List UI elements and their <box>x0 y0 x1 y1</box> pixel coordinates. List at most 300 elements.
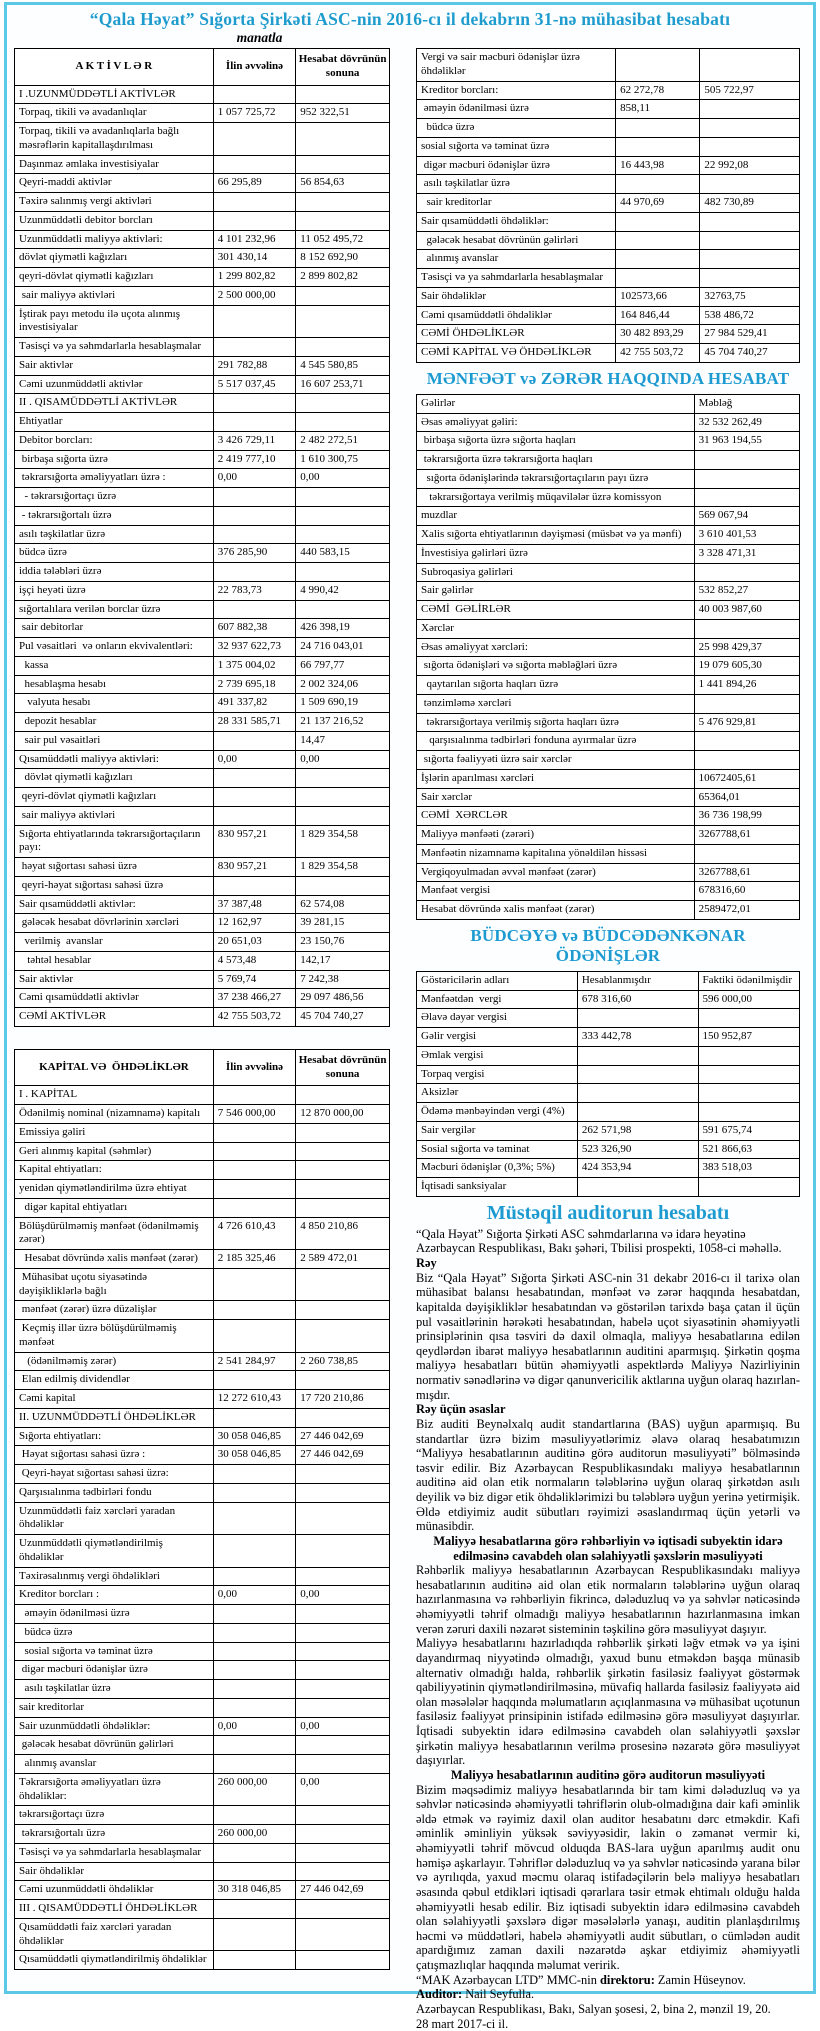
table-row <box>15 1586 390 1605</box>
table-cell: 532 852,27 <box>694 582 799 601</box>
table-row <box>417 137 800 156</box>
table-cell <box>296 1661 390 1680</box>
table-cell: 21 137 216,52 <box>296 713 390 732</box>
table-row <box>15 638 390 657</box>
table-row <box>417 212 800 231</box>
budget-heading: BÜDCƏYƏ və BÜDCƏDƏNKƏNAR ÖDƏNİŞLƏR <box>416 926 800 966</box>
table-cell <box>296 600 390 619</box>
table-cell: Uzunmüddətli maliyyə aktivləri: <box>15 230 214 249</box>
table-cell: 2589472,01 <box>694 901 799 920</box>
table-cell <box>296 1123 390 1142</box>
table-cell: Təsisçi və ya səhmdarlarla hesablaşmalar <box>15 1843 214 1862</box>
table-row <box>417 601 800 620</box>
table-row <box>15 394 390 413</box>
table-cell <box>213 1086 296 1105</box>
table-cell: 301 430,14 <box>213 249 296 268</box>
table-cell: 19 079 605,30 <box>694 657 799 676</box>
table-cell: 2 500 000,00 <box>213 286 296 305</box>
table-cell <box>296 1086 390 1105</box>
table-cell <box>213 806 296 825</box>
table-row <box>417 807 800 826</box>
table-cell <box>213 1918 296 1951</box>
table-row <box>417 81 800 100</box>
table-row <box>15 525 390 544</box>
signature-label: Auditor: <box>416 1987 462 2001</box>
table-cell <box>616 231 700 250</box>
table-cell: 20 651,03 <box>213 933 296 952</box>
table-cell <box>296 806 390 825</box>
table-cell: sığorta ödənişləri və sığorta məbləğləri üzrə <box>417 657 695 676</box>
table-cell: sair kreditorlar <box>417 194 616 213</box>
table-cell: tənzimləmə xərcləri <box>417 694 695 713</box>
table-cell <box>213 1951 296 1970</box>
table-cell: - təkrarsığortaçı üzrə <box>15 488 214 507</box>
table-cell: Sair xərclər <box>417 788 695 807</box>
table-cell: 42 755 503,72 <box>213 1008 296 1027</box>
table-cell: 858,11 <box>616 100 700 119</box>
table-row <box>15 769 390 788</box>
table-row <box>15 488 390 507</box>
table-cell: 1 610 300,75 <box>296 450 390 469</box>
table-cell: dövlət qiymətli kağızları <box>15 769 214 788</box>
table-row <box>417 826 800 845</box>
table-cell: Uzunmüddətli debitor borcları <box>15 211 214 230</box>
spacer <box>14 1027 390 1049</box>
table-row <box>417 1084 800 1103</box>
table-cell: Qısamüddətli maliyyə aktivləri: <box>15 750 214 769</box>
table-row <box>15 694 390 713</box>
table-row <box>15 1142 390 1161</box>
table-row <box>15 1755 390 1774</box>
table-row <box>15 85 390 104</box>
auditor-paragraph: Biz “Qala Həyat” Sığorta Şirkəti ASC-nin 31 dekabr 2016-cı il tarixə olan mühasibat balansı hesabatından, mənfəət və zərər haqqında hesabatdan, kapitalda dəyişikliklər hesabatından və göstərilən tarixdə başa çatan il üçün pul vəsaitlərinin hərəkəti hesabatından, habelə uçot siyasətinin əhəmiyyətli prinsiplərinin qısa təsviri də daxil olmaqla, maliyyə hesabatlarına edilən qeydlərdən ibarət maliyyə hesabatlarının auditini aparmışıq. Şirkətin qoşma maliyyə hesabatları bütün əhəmiyyətli aspektlərdə Maliyyə Nazirliyinin normativ sənədlərinə və digər qanunvericilik aktlarına uyğun olaraq hazırlan- mışdır. <box>416 1271 800 1403</box>
table-cell <box>213 305 296 338</box>
table-cell: Məbləğ <box>694 394 799 413</box>
table-cell: Gəlirlər <box>417 394 695 413</box>
table-cell <box>213 1862 296 1881</box>
table-cell <box>296 123 390 156</box>
table-cell <box>698 1084 800 1103</box>
table-row <box>417 582 800 601</box>
table-cell: KAPİTAL VƏ ÖHDƏLİKLƏR <box>15 1049 214 1086</box>
table-cell: 0,00 <box>296 1717 390 1736</box>
table-cell <box>213 1465 296 1484</box>
table-cell <box>296 1268 390 1301</box>
table-cell <box>616 212 700 231</box>
table-cell: 22 992,08 <box>700 156 800 175</box>
table-cell: 7 242,38 <box>296 970 390 989</box>
table-cell: 383 518,03 <box>698 1159 800 1178</box>
table-cell <box>296 1806 390 1825</box>
table-cell: Qısamüddətli qiymətləndirilmiş öhdəliklər <box>15 1951 214 1970</box>
table-row <box>15 123 390 156</box>
table-cell: Kapital ehtiyatları: <box>15 1161 214 1180</box>
table-row <box>417 306 800 325</box>
table-cell: 262 571,98 <box>577 1121 698 1140</box>
table-row <box>15 1825 390 1844</box>
table-cell: Həyat sığortası sahəsi üzrə : <box>15 1446 214 1465</box>
table-cell: Mənfəət vergisi <box>417 882 695 901</box>
table-cell: valyuta hesabı <box>15 694 214 713</box>
table-cell: 11 052 495,72 <box>296 230 390 249</box>
table-cell: 1 509 690,19 <box>296 694 390 713</box>
table-cell <box>213 1502 296 1535</box>
table-cell: Keçmiş illər üzrə bölüşdürülməmiş mənfəət <box>15 1320 214 1353</box>
table-cell <box>296 338 390 357</box>
table-cell: 521 866,63 <box>698 1140 800 1159</box>
table-cell <box>296 1951 390 1970</box>
table-cell: Sair öhdəliklər <box>417 287 616 306</box>
signature-text: “MAK Azərbaycan LTD” MMC-nin <box>416 1973 600 1987</box>
signature-label: direktoru: <box>600 1973 655 1987</box>
auditor-paragraph: Rəhbərlik maliyyə hesabatlarının Azərbaycan Respublikasındakı maliyyə hesabatlarının auditinə aid olan etik normaların tələblərinə uyğun olaraq hazırlanmasına və rəhbərliyin fikrincə, dələduzluq və ya səhvlər nəticəsində əhəmiyyətli təhrif olmadığı maliyyə hesabatlarının hazırlanmasına imkan verən zəruri daxili nəzarət sisteminin təşkilinə görə məsuliyyət daşıyır. <box>416 1563 800 1636</box>
table-cell <box>694 844 799 863</box>
table-cell: gələcək hesabat dövrlərinin xərcləri <box>15 914 214 933</box>
table-cell: 0,00 <box>213 1717 296 1736</box>
table-cell: asılı təşkilatlar üzrə <box>15 525 214 544</box>
table-cell: CƏMİ ÖHDƏLİKLƏR <box>417 325 616 344</box>
table-cell <box>296 1483 390 1502</box>
table-cell: 4 101 232,96 <box>213 230 296 249</box>
table-row <box>15 825 390 858</box>
auditor-report-heading: Müstəqil auditorun hesabatı <box>416 1202 800 1225</box>
table-row <box>417 231 800 250</box>
signature-text: Zamin Hüseynov. <box>655 1973 746 1987</box>
table-cell: asılı təşkilatlar üzrə <box>417 175 616 194</box>
pnl-heading: MƏNFƏƏT və ZƏRƏR HAQQINDA HESABAT <box>416 369 800 389</box>
profit-loss-table <box>416 394 800 920</box>
table-row <box>15 1320 390 1353</box>
table-cell <box>213 1642 296 1661</box>
table-cell <box>694 563 799 582</box>
table-cell: 0,00 <box>296 750 390 769</box>
table-cell <box>700 269 800 288</box>
table-cell: 17 720 210,86 <box>296 1390 390 1409</box>
table-cell <box>700 212 800 231</box>
table-cell <box>296 1142 390 1161</box>
table-cell <box>296 876 390 895</box>
table-cell: 37 238 466,27 <box>213 989 296 1008</box>
table-cell: sosial sığorta və təminat üzrə <box>417 137 616 156</box>
table-row <box>15 1900 390 1919</box>
table-cell: CƏMİ XƏRCLƏR <box>417 807 695 826</box>
table-row <box>15 600 390 619</box>
table-row <box>15 375 390 394</box>
table-row <box>417 788 800 807</box>
table-cell: Göstəricilərin adları <box>417 971 578 990</box>
table-row <box>417 100 800 119</box>
table-row <box>15 1408 390 1427</box>
table-cell: dövlət qiymətli kağızları <box>15 249 214 268</box>
table-cell: 678 316,60 <box>577 990 698 1009</box>
table-cell <box>213 1605 296 1624</box>
table-cell: 12 870 000,00 <box>296 1105 390 1124</box>
auditor-paragraph: Bizim məqsədimiz maliyyə hesabatlarında bir tam kimi dələduzluq və ya səhvlər nəticəsində əhəmiyyətli təhriflərin olub-olmadığına dair kafi əminlik əldə etmək və rəyimiz daxil olan auditor hesabatını dərc etməkdir. Kafi əminlik əminliyin yüksək səviyyəsidir, lakin o zəmanət vermir ki, əhəmiyyətli təhrif mövcud olduqda BAS-lara uyğun aparılmış audit onu həmişə aşkarlayır. Təhriflər dələduzluq və ya səhvlər nəticəsində yarana bilər və ayrılıqda, yaxud məcmu olaraq istifadəçilərin belə maliyyə hesabatları əsasında qəbul etdikləri iqtisadi qərarlara təsir etmək ehtimalı olduğu halda əhəmiyyətli hesab edilir. Biz iqtisadi subyektin idarə edilməsinə cavabdeh olan səlahiyyətli şəxslərə digər məsələlərlə yanaşı, auditin planlaşdırılmış həcmi və müddətləri, habelə əhəmiyyətli audit sübutları, o cümlədən audit apardığımız zaman daxili nəzarətdə aşkar etdiyimiz əhəmiyyətli çatışmazlıqlar haqqında məlumat veririk. <box>416 1783 800 1973</box>
table-cell: Pul vəsaitləri və onların ekvivalentləri: <box>15 638 214 657</box>
table-row <box>417 507 800 526</box>
table-row <box>15 1390 390 1409</box>
table-cell <box>213 1301 296 1320</box>
table-cell: 4 850 210,86 <box>296 1217 390 1250</box>
table-cell: sair maliyyə aktivləri <box>15 806 214 825</box>
table-row <box>15 1698 390 1717</box>
table-cell: 291 782,88 <box>213 356 296 375</box>
table-cell <box>296 85 390 104</box>
table-cell: qaytarılan sığorta haqları üzrə <box>417 676 695 695</box>
table-cell: Cəmi uzunmüddətli aktivlər <box>15 375 214 394</box>
table-cell: 150 952,87 <box>698 1028 800 1047</box>
table-cell: I . KAPİTAL <box>15 1086 214 1105</box>
table-cell: 32 937 622,73 <box>213 638 296 657</box>
table-cell: 4 573,48 <box>213 951 296 970</box>
table-cell: Sair gəlirlər <box>417 582 695 601</box>
table-cell: sair maliyyə aktivləri <box>15 286 214 305</box>
table-cell <box>296 286 390 305</box>
table-cell: 260 000,00 <box>213 1773 296 1806</box>
table-row <box>15 989 390 1008</box>
table-cell: 0,00 <box>296 1586 390 1605</box>
table-cell: - təkrarsığortalı üzrə <box>15 506 214 525</box>
table-cell: 2 260 738,85 <box>296 1352 390 1371</box>
table-cell: Hesabat dövründə xalis mənfəət (zərər) <box>417 901 695 920</box>
table-cell: 62 574,08 <box>296 895 390 914</box>
table-cell: 66 797,77 <box>296 656 390 675</box>
table-cell: 607 882,38 <box>213 619 296 638</box>
table-cell: Aksizlər <box>417 1084 578 1103</box>
table-cell: CƏMİ GƏLİRLƏR <box>417 601 695 620</box>
table-cell: Torpaq vergisi <box>417 1065 578 1084</box>
table-cell <box>296 563 390 582</box>
table-row <box>15 1352 390 1371</box>
table-cell: Cəmi uzunmüddətli öhdəliklər <box>15 1881 214 1900</box>
table-cell <box>296 1736 390 1755</box>
table-cell <box>296 506 390 525</box>
table-cell <box>213 413 296 432</box>
table-cell: 2 739 695,18 <box>213 675 296 694</box>
table-cell <box>296 1843 390 1862</box>
table-cell <box>213 1198 296 1217</box>
table-cell: 30 482 893,29 <box>616 325 700 344</box>
table-cell: 678316,60 <box>694 882 799 901</box>
table-cell <box>296 1161 390 1180</box>
table-row <box>15 469 390 488</box>
table-cell: təkrarsığortaya verilmiş müqavilələr üzrə komissyon <box>417 488 695 507</box>
right-column <box>398 48 800 2031</box>
table-cell: 65364,01 <box>694 788 799 807</box>
table-cell <box>616 49 700 82</box>
table-row <box>15 731 390 750</box>
table-cell <box>213 600 296 619</box>
table-cell: digər kapital ehtiyatları <box>15 1198 214 1217</box>
table-cell: sair debitorlar <box>15 619 214 638</box>
table-cell: İştirak payı metodu ilə uçota alınmış investisiyalar <box>15 305 214 338</box>
auditor-paragraph: Biz auditi Beynəlxalq audit standartlarına (BAS) uyğun aparmışıq. Bu standartlar üzrə bizim məsuliyyətlərimiz əlavə olaraq hesabatımızın “Maliyyə hesabatlarının auditinə görə auditorun məsuliyyəti” bölməsində təsvir edilir. Biz Azərbaycan Respublikasındakı maliyyə hesabatlarının auditinə aid olan etik normaların tələblərinə uyğun olaraq şirkətdən asılı deyilik və biz digər etik öhdəliklərimizi bu tələblərə uyğun yerinə yetirmişik. Əldə etdiyimiz audit sübutları rəyimizi əsaslandırmaq üçün yetərli və münasibdir. <box>416 1417 800 1534</box>
table-cell: 1 441 894,26 <box>694 676 799 695</box>
table-cell: 8 152 692,90 <box>296 249 390 268</box>
table-cell: Qarşısıalınma tədbirləri fondu <box>15 1483 214 1502</box>
table-row <box>15 230 390 249</box>
table-row <box>417 250 800 269</box>
table-cell: 505 722,97 <box>700 81 800 100</box>
table-cell: I .UZUNMÜDDƏTLİ AKTİVLƏR <box>15 85 214 104</box>
table-cell: 1 057 725,72 <box>213 104 296 123</box>
table-cell: alınmış avanslar <box>15 1755 214 1774</box>
table-cell: 1 375 004,02 <box>213 656 296 675</box>
table-cell: 27 446 042,69 <box>296 1881 390 1900</box>
table-cell <box>296 1320 390 1353</box>
table-row <box>15 713 390 732</box>
table-cell: 5 769,74 <box>213 970 296 989</box>
table-row <box>15 356 390 375</box>
table-cell <box>213 731 296 750</box>
table-cell: 3 328 471,31 <box>694 544 799 563</box>
table-cell: 0,00 <box>213 750 296 769</box>
table-row <box>15 155 390 174</box>
table-cell: təhtəl hesablar <box>15 951 214 970</box>
table-cell <box>213 769 296 788</box>
table-row <box>15 876 390 895</box>
table-cell: 40 003 987,60 <box>694 601 799 620</box>
table-cell <box>616 250 700 269</box>
table-cell: Hesabat dövrünün sonuna <box>296 49 390 86</box>
table-row <box>15 338 390 357</box>
table-cell: 142,17 <box>296 951 390 970</box>
table-cell: 45 704 740,27 <box>700 344 800 363</box>
table-cell: 952 322,51 <box>296 104 390 123</box>
table-row <box>15 1567 390 1586</box>
table-cell <box>616 137 700 156</box>
table-row <box>15 450 390 469</box>
table-cell: 5 476 929,81 <box>694 713 799 732</box>
table-row <box>417 563 800 582</box>
table-cell: 32 532 262,49 <box>694 413 799 432</box>
table-row <box>417 1159 800 1178</box>
table-cell: 27 446 042,69 <box>296 1446 390 1465</box>
auditor-paragraph: “Qala Həyat” Sığorta Şirkəti ASC səhmdarlarına və idarə heyətinə <box>416 1227 800 1242</box>
table-cell <box>213 1320 296 1353</box>
table-cell: Qeyri-maddi aktivlər <box>15 174 214 193</box>
left-column <box>14 48 390 1970</box>
table-cell <box>694 619 799 638</box>
table-cell <box>694 469 799 488</box>
table-cell <box>213 788 296 807</box>
table-cell: 29 097 486,56 <box>296 989 390 1008</box>
table-cell: 5 517 037,45 <box>213 375 296 394</box>
table-cell: yenidən qiymətləndirilmə üzrə ehtiyat <box>15 1180 214 1199</box>
capital-liabilities-table <box>14 1049 390 1970</box>
table-cell <box>296 1680 390 1699</box>
table-cell <box>213 1180 296 1199</box>
table-row <box>15 1623 390 1642</box>
table-cell: 12 162,97 <box>213 914 296 933</box>
table-cell: sair pul vəsaitləri <box>15 731 214 750</box>
table-cell <box>577 1046 698 1065</box>
table-cell: Təxirəsalınmış vergi öhdəlikləri <box>15 1567 214 1586</box>
table-cell: büdcə üzrə <box>15 544 214 563</box>
table-row <box>15 305 390 338</box>
table-cell: Xalis sığorta ehtiyatlarının dəyişməsi (müsbət və ya mənfi) <box>417 526 695 545</box>
signature-text: Nail Seyfulla. <box>462 1987 534 2001</box>
table-cell <box>296 1301 390 1320</box>
table-row <box>15 1661 390 1680</box>
table-cell: 538 486,72 <box>700 306 800 325</box>
table-cell: 523 326,90 <box>577 1140 698 1159</box>
table-cell: Mühasibat uçotu siyasətində dəyişikliklərlə bağlı <box>15 1268 214 1301</box>
table-cell: İnvestisiya gəlirləri üzrə <box>417 544 695 563</box>
table-cell: 591 675,74 <box>698 1121 800 1140</box>
table-row <box>15 970 390 989</box>
table-cell: II . QISAMÜDDƏTLİ AKTİVLƏR <box>15 394 214 413</box>
table-cell: Təkrarsığorta əməliyyatları üzrə öhdəliklər: <box>15 1773 214 1806</box>
table-row <box>15 1465 390 1484</box>
table-cell: Hesabat dövrünün sonuna <box>296 1049 390 1086</box>
table-row <box>15 1301 390 1320</box>
table-cell: sosial sığorta və təminat üzrə <box>15 1642 214 1661</box>
table-cell: 4 726 610,43 <box>213 1217 296 1250</box>
table-cell: İşlərin aparılması xərcləri <box>417 769 695 788</box>
table-row <box>15 1605 390 1624</box>
table-cell: depozit hesablar <box>15 713 214 732</box>
table-cell: asılı təşkilatlar üzrə <box>15 1680 214 1699</box>
table-cell: 30 318 046,85 <box>213 1881 296 1900</box>
assets-table <box>14 48 390 1027</box>
table-row <box>15 1918 390 1951</box>
table-cell: digər məcburi ödənişlər üzrə <box>15 1661 214 1680</box>
table-cell: 37 387,48 <box>213 895 296 914</box>
table-cell <box>616 269 700 288</box>
table-cell <box>213 1123 296 1142</box>
table-cell: Əsas əməliyyat gəliri: <box>417 413 695 432</box>
table-cell <box>296 1535 390 1568</box>
table-cell: 7 546 000,00 <box>213 1105 296 1124</box>
table-cell: İqtisadi sanksiyalar <box>417 1178 578 1197</box>
table-cell: alınmış avanslar <box>417 250 616 269</box>
table-row <box>15 1642 390 1661</box>
table-cell <box>296 1408 390 1427</box>
auditor-paragraph: Azərbaycan Respublikası, Bakı şəhəri, Tbilisi prospekti, 1058-ci məhəllə. <box>416 1241 800 1256</box>
table-row <box>15 1008 390 1027</box>
table-cell <box>698 1009 800 1028</box>
table-cell: Qısamüddətli faiz xərcləri yaradan öhdəliklər <box>15 1918 214 1951</box>
table-cell: 1 829 354,58 <box>296 825 390 858</box>
table-cell: işçi heyəti üzrə <box>15 581 214 600</box>
table-row <box>15 544 390 563</box>
table-row <box>15 1161 390 1180</box>
table-cell: 30 058 046,85 <box>213 1427 296 1446</box>
table-cell <box>213 1142 296 1161</box>
table-cell <box>700 119 800 138</box>
table-cell <box>213 394 296 413</box>
table-cell: 0,00 <box>296 469 390 488</box>
table-cell: Faktiki ödənilmişdir <box>698 971 800 990</box>
table-row <box>15 1881 390 1900</box>
table-row <box>417 287 800 306</box>
table-cell <box>213 506 296 525</box>
table-cell: 0,00 <box>213 1586 296 1605</box>
table-cell <box>296 1502 390 1535</box>
table-row <box>417 1121 800 1140</box>
table-cell: A K T İ V L Ə R <box>15 49 214 86</box>
auditor-paragraph <box>416 1973 800 1988</box>
table-row <box>15 895 390 914</box>
table-row <box>417 325 800 344</box>
table-cell <box>698 1065 800 1084</box>
table-cell: Uzunmüddətli faiz xərcləri yaradan öhdəliklər <box>15 1502 214 1535</box>
table-row <box>417 1178 800 1197</box>
table-cell <box>700 175 800 194</box>
table-cell <box>296 788 390 807</box>
table-cell: Gəlir vergisi <box>417 1028 578 1047</box>
